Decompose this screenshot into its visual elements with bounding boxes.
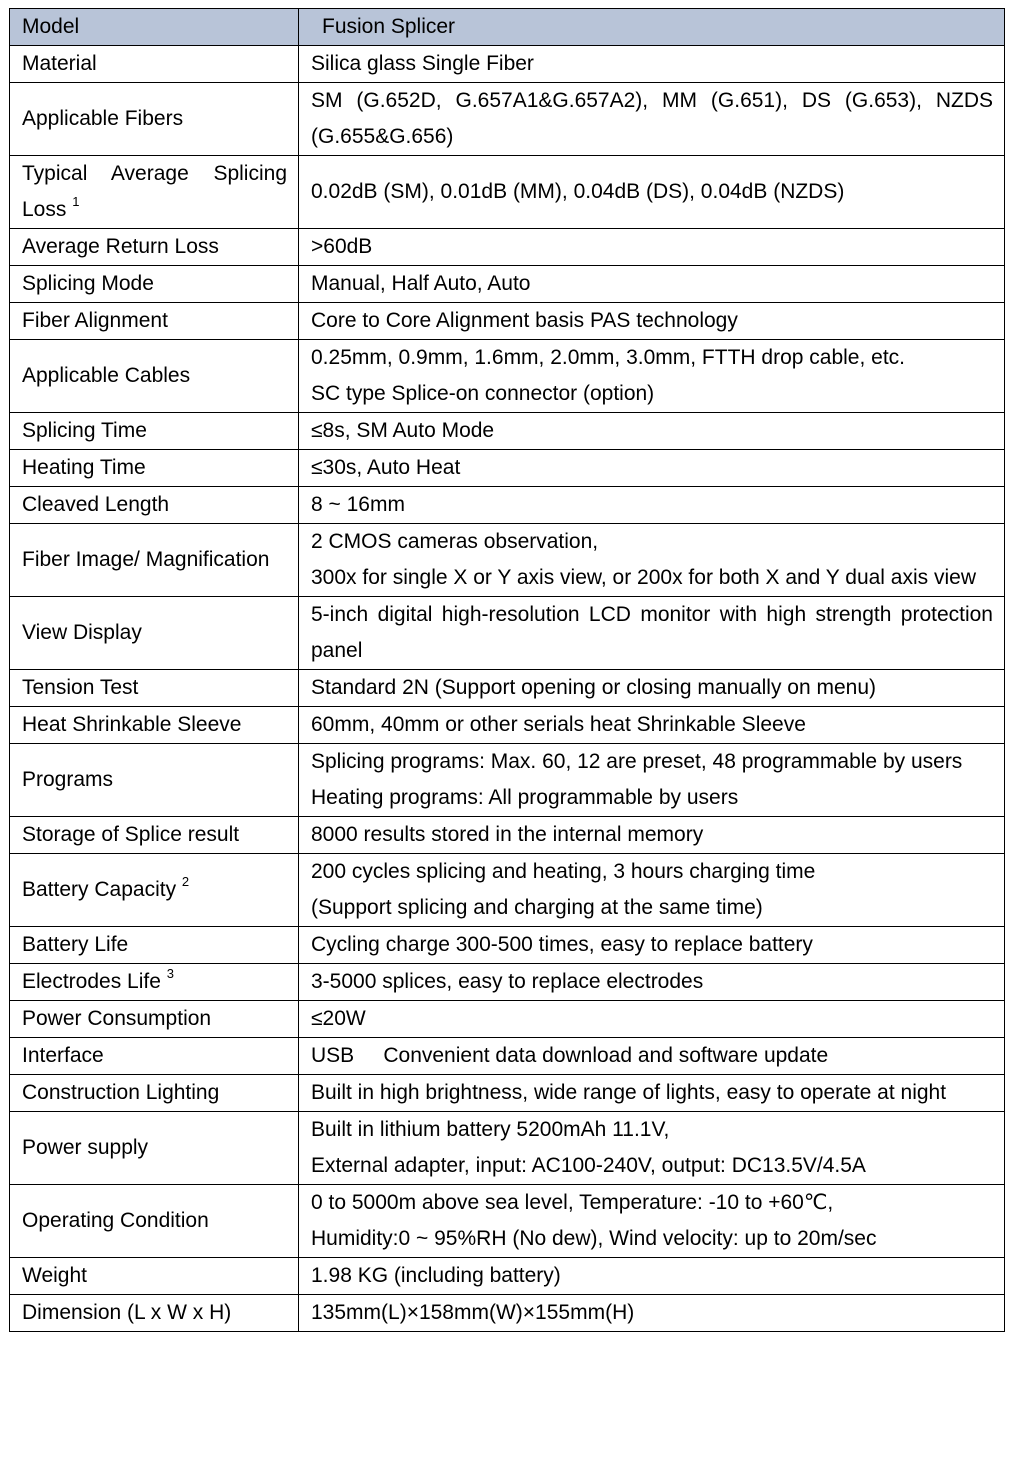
table-row	[10, 707, 1005, 744]
table-row	[10, 964, 1005, 1001]
table-row	[10, 83, 1005, 156]
table-row	[10, 413, 1005, 450]
row-key: Interface	[10, 1038, 299, 1075]
table-row	[10, 229, 1005, 266]
table-row	[10, 1112, 1005, 1185]
row-key: Power Consumption	[10, 1001, 299, 1038]
table-row	[10, 340, 1005, 413]
row-key: View Display	[10, 597, 299, 670]
row-value-line: 2 CMOS cameras observation,	[311, 530, 599, 553]
header-key: Model	[10, 9, 299, 46]
row-value-line: 300x for single X or Y axis view, or 200x for both X and Y dual axis view	[311, 566, 976, 589]
table-row	[10, 927, 1005, 964]
row-key: Storage of Splice result	[10, 817, 299, 854]
row-key: Heat Shrinkable Sleeve	[10, 707, 299, 744]
row-key	[10, 156, 299, 229]
row-key: Battery Life	[10, 927, 299, 964]
row-key: Average Return Loss	[10, 229, 299, 266]
row-key: Heating Time	[10, 450, 299, 487]
table-row	[10, 1185, 1005, 1258]
table-row	[10, 744, 1005, 817]
spec-table	[9, 8, 1005, 1332]
row-value: ≤30s, Auto Heat	[299, 450, 1005, 487]
row-value: Silica glass Single Fiber	[299, 46, 1005, 83]
row-value: Manual, Half Auto, Auto	[299, 266, 1005, 303]
row-key: Cleaved Length	[10, 487, 299, 524]
row-value: 0.02dB (SM), 0.01dB (MM), 0.04dB (DS), 0.04dB (NZDS)	[299, 156, 1005, 229]
footnote-marker: 2	[181, 874, 190, 889]
row-value: 60mm, 40mm or other serials heat Shrinkable Sleeve	[299, 707, 1005, 744]
footnote-marker: 1	[72, 194, 80, 209]
table-row	[10, 303, 1005, 340]
table-row	[10, 156, 1005, 229]
table-row	[10, 1038, 1005, 1075]
row-key	[10, 854, 299, 927]
table-row	[10, 597, 1005, 670]
row-value: 8 ~ 16mm	[299, 487, 1005, 524]
row-key: Operating Condition	[10, 1185, 299, 1258]
row-value: 5-inch digital high-resolution LCD monitor with high strength protection panel	[299, 597, 1005, 670]
table-row	[10, 487, 1005, 524]
row-value: >60dB	[299, 229, 1005, 266]
row-key: Fiber Alignment	[10, 303, 299, 340]
row-value-line: Built in lithium battery 5200mAh 11.1V,	[311, 1118, 670, 1141]
row-value: 1.98 KG (including battery)	[299, 1258, 1005, 1295]
row-key: Applicable Fibers	[10, 83, 299, 156]
row-value-line: 200 cycles splicing and heating, 3 hours charging time	[311, 860, 816, 883]
table-row	[10, 854, 1005, 927]
table-row	[10, 266, 1005, 303]
row-value	[299, 744, 1005, 817]
row-value-line: (Support splicing and charging at the same time)	[311, 896, 763, 919]
row-key: Construction Lighting	[10, 1075, 299, 1112]
row-value: 8000 results stored in the internal memory	[299, 817, 1005, 854]
row-value	[299, 340, 1005, 413]
row-value: ≤20W	[299, 1001, 1005, 1038]
row-key-text: Electrodes Life	[22, 970, 161, 993]
row-value	[299, 1112, 1005, 1185]
row-key: Applicable Cables	[10, 340, 299, 413]
row-value: Standard 2N (Support opening or closing manually on menu)	[299, 670, 1005, 707]
row-value-line: 0 to 5000m above sea level, Temperature: -10 to +60℃,	[311, 1191, 834, 1214]
row-key-text: Battery Capacity	[22, 878, 177, 901]
row-key: Fiber Image/ Magnification	[10, 524, 299, 597]
row-value-line: Humidity:0 ~ 95%RH (No dew), Wind velocity: up to 20m/sec	[311, 1227, 877, 1250]
row-value: Built in high brightness, wide range of lights, easy to operate at night	[299, 1075, 1005, 1112]
table-row	[10, 450, 1005, 487]
row-value: Core to Core Alignment basis PAS technology	[299, 303, 1005, 340]
header-value: Fusion Splicer	[299, 9, 1005, 46]
table-header-row	[10, 9, 1005, 46]
row-value	[299, 1185, 1005, 1258]
table-row	[10, 1075, 1005, 1112]
table-row	[10, 1295, 1005, 1332]
row-key: Weight	[10, 1258, 299, 1295]
row-value-line: SC type Splice-on connector (option)	[311, 382, 655, 405]
table-row	[10, 46, 1005, 83]
row-value: USB Convenient data download and software update	[299, 1038, 1005, 1075]
table-row	[10, 670, 1005, 707]
row-value	[299, 524, 1005, 597]
row-value-line: 0.25mm, 0.9mm, 1.6mm, 2.0mm, 3.0mm, FTTH drop cable, etc.	[311, 346, 905, 369]
row-value: 3-5000 splices, easy to replace electrodes	[299, 964, 1005, 1001]
row-value	[299, 854, 1005, 927]
row-key: Power supply	[10, 1112, 299, 1185]
row-key	[10, 964, 299, 1001]
table-row	[10, 1258, 1005, 1295]
row-value: SM (G.652D, G.657A1&G.657A2), MM (G.651), DS (G.653), NZDS (G.655&G.656)	[299, 83, 1005, 156]
row-key: Programs	[10, 744, 299, 817]
table-row	[10, 817, 1005, 854]
row-key-text: Typical Average Splicing Loss	[22, 162, 287, 221]
row-value: 135mm(L)×158mm(W)×155mm(H)	[299, 1295, 1005, 1332]
row-value-line: Splicing programs: Max. 60, 12 are preset, 48 programmable by users	[311, 750, 963, 773]
row-key: Splicing Time	[10, 413, 299, 450]
table-row	[10, 524, 1005, 597]
row-value-line: External adapter, input: AC100-240V, output: DC13.5V/4.5A	[311, 1154, 866, 1177]
row-value-line: Heating programs: All programmable by users	[311, 786, 739, 809]
table-row	[10, 1001, 1005, 1038]
row-value: Cycling charge 300-500 times, easy to replace battery	[299, 927, 1005, 964]
row-key: Material	[10, 46, 299, 83]
row-key: Tension Test	[10, 670, 299, 707]
row-value: ≤8s, SM Auto Mode	[299, 413, 1005, 450]
footnote-marker: 3	[166, 966, 174, 981]
row-key: Dimension (L x W x H)	[10, 1295, 299, 1332]
row-key: Splicing Mode	[10, 266, 299, 303]
